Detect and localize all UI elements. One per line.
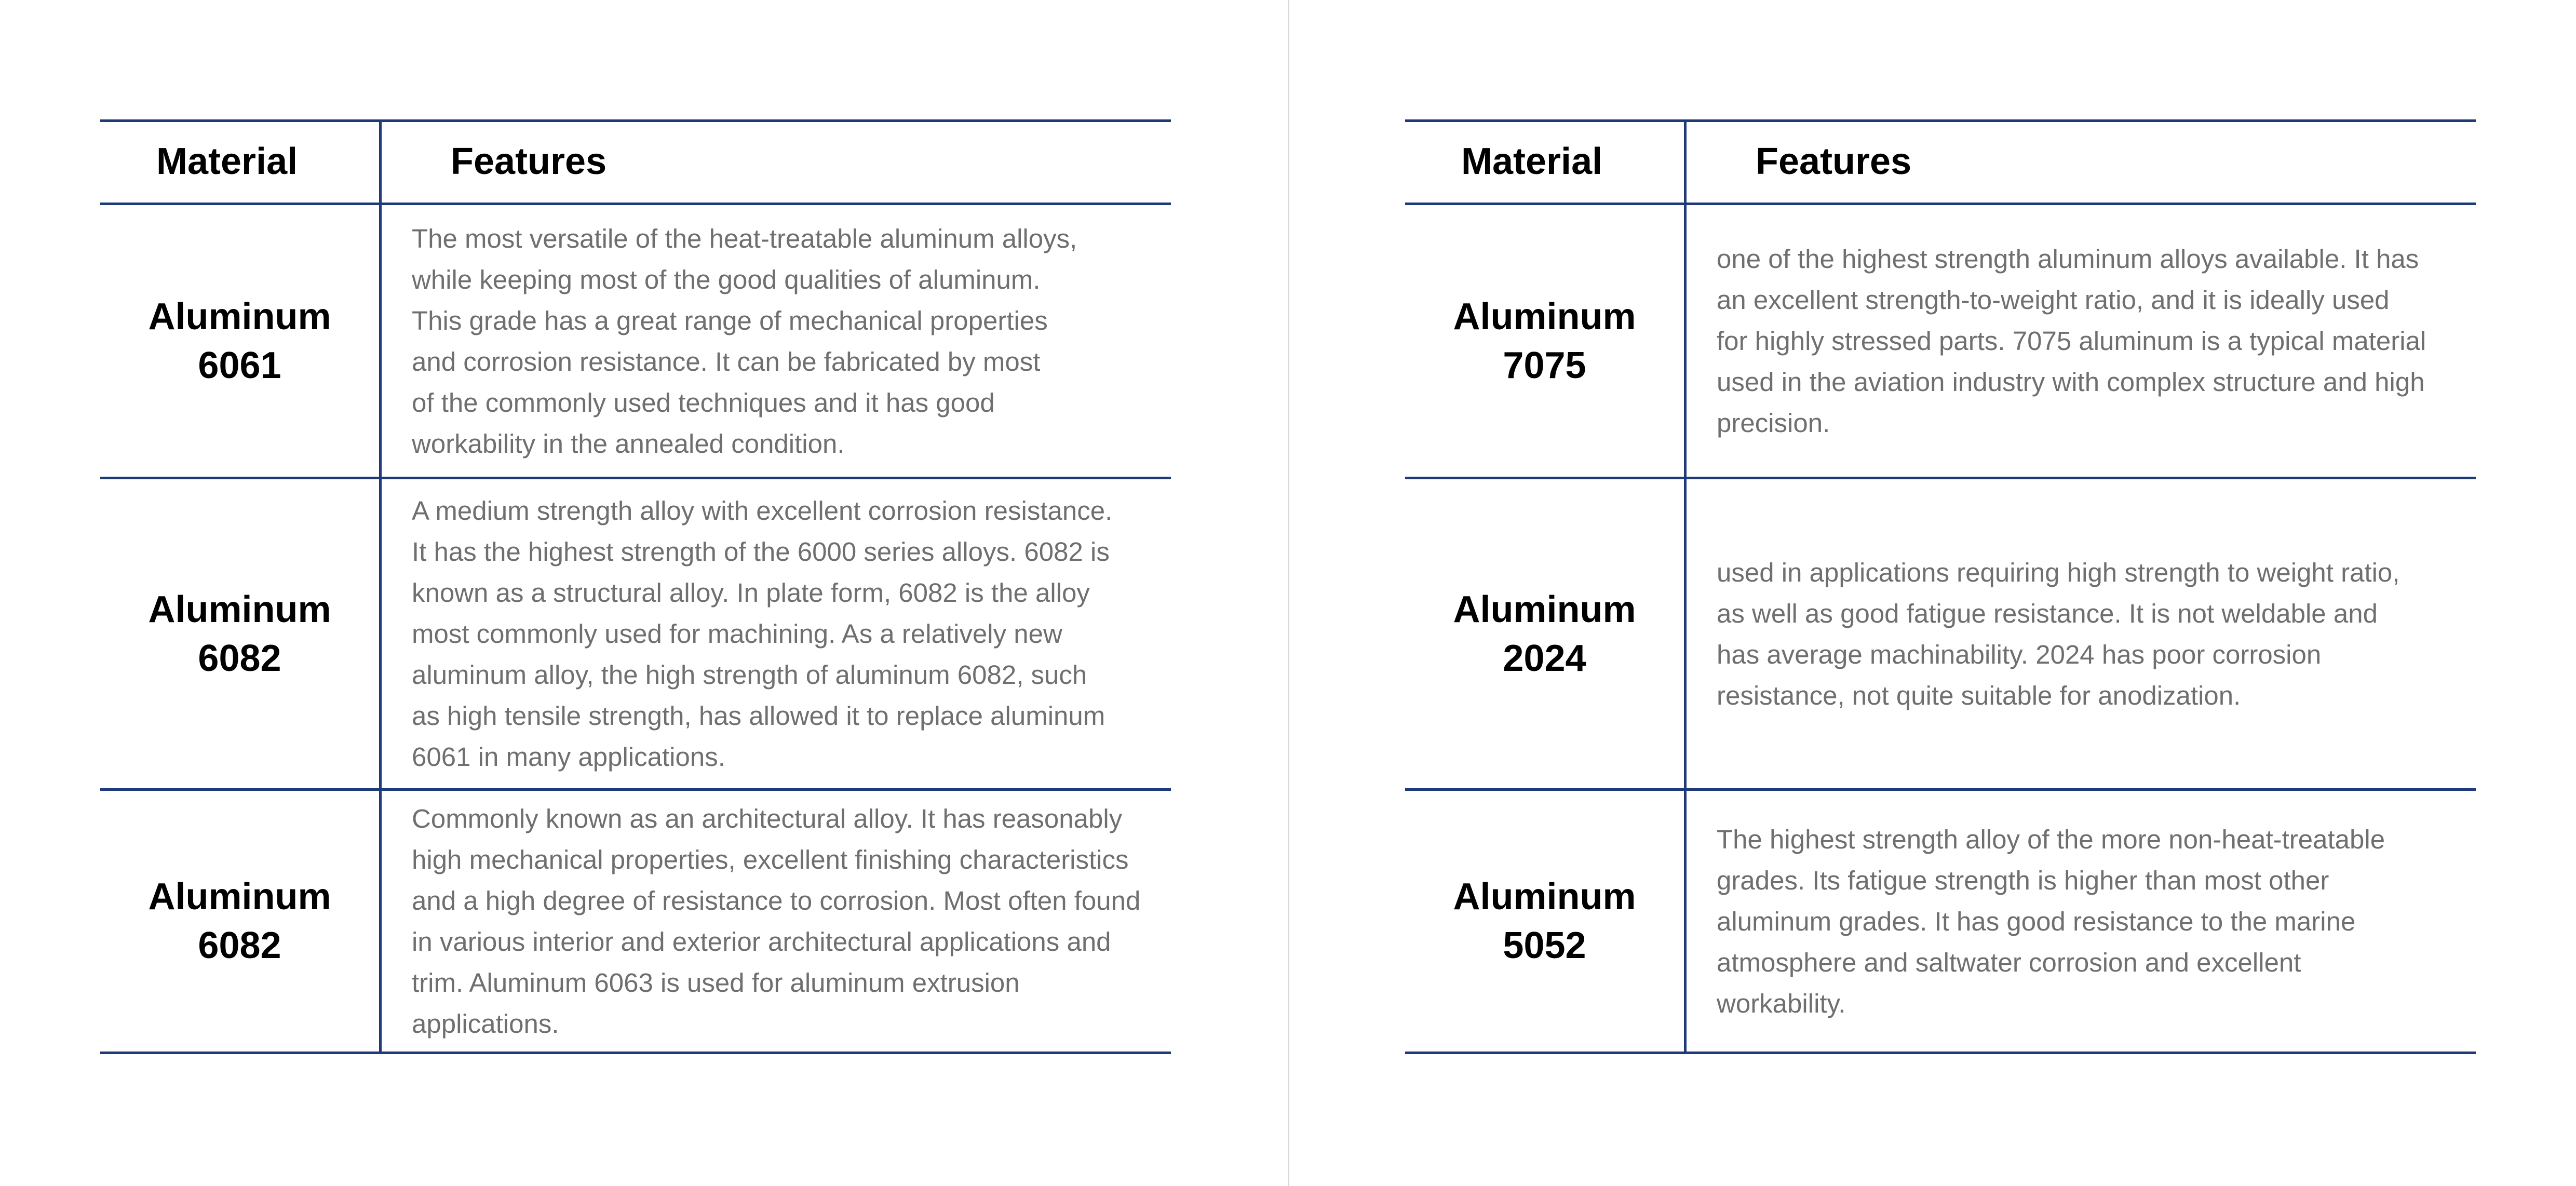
feature-line: and a high degree of resistance to corrosion. Most often found [412,886,1141,915]
features-cell [1717,479,2399,788]
feature-line: of the commonly used techniques and it has good [412,387,995,417]
material-column-header: Material [156,141,298,182]
feature-line: This grade has a great range of mechanical properties [412,305,1048,335]
table-top-rule [100,119,1171,122]
feature-line: grades. Its fatigue strength is higher than most other [1717,865,2329,895]
feature-line: aluminum grades. It has good resistance to the marine [1717,906,2356,936]
features-cell [412,791,1140,1052]
feature-line: The most versatile of the heat-treatable aluminum alloys, [412,223,1077,253]
feature-line: in various interior and exterior architectural applications and [412,927,1111,956]
material-grade: 6061 [198,344,281,386]
feature-line: has average machinability. 2024 has poor corrosion [1717,639,2322,669]
feature-line: as high tensile strength, has allowed it to replace aluminum [412,701,1105,731]
feature-line: 6061 in many applications. [412,742,725,772]
material-name: Aluminum [1453,876,1636,918]
features-column-header: Features [451,141,607,182]
feature-line: used in applications requiring high strength to weight ratio, [1717,557,2400,587]
material-name: Aluminum [148,876,331,918]
column-divider [379,119,382,1052]
feature-line: atmosphere and saltwater corrosion and excellent [1717,947,2301,977]
feature-line: known as a structural alloy. In plate form, 6082 is the alloy [412,578,1090,608]
features-column-header: Features [1756,141,1912,182]
feature-line: workability in the annealed condition. [412,428,845,459]
feature-line: precision. [1717,408,1830,438]
feature-line: It has the highest strength of the 6000 series alloys. 6082 is [412,537,1110,567]
material-grade: 5052 [1503,925,1586,966]
feature-line: trim. Aluminum 6063 is used for aluminum extrusion [412,968,1020,998]
material-grade: 6082 [198,637,281,679]
material-name: Aluminum [1453,295,1636,338]
column-divider [1684,119,1687,1052]
feature-line: high mechanical properties, excellent finishing characteristics [412,845,1129,874]
features-cell [1717,791,2385,1052]
material-grade: 7075 [1503,344,1586,386]
feature-line: resistance, not quite suitable for anodization. [1717,680,2241,710]
table-top-rule [1405,119,2476,122]
material-column-header: Material [1461,141,1603,182]
material-cell [1405,205,1684,477]
features-cell [412,479,1112,788]
material-grade: 2024 [1503,637,1586,679]
material-cell [100,791,379,1052]
table-bottom-rule [1405,1052,2476,1054]
material-cell [100,205,379,477]
feature-line: Commonly known as an architectural alloy. It has reasonably [412,804,1123,833]
feature-line: workability. [1717,988,1846,1018]
features-cell [1717,205,2426,477]
feature-line: most commonly used for machining. As a relatively new [412,619,1062,649]
feature-line: while keeping most of the good qualities of aluminum. [412,264,1041,294]
feature-line: an excellent strength-to-weight ratio, and it is ideally used [1717,285,2390,315]
material-name: Aluminum [148,295,331,338]
feature-line: A medium strength alloy with excellent corrosion resistance. [412,496,1113,525]
feature-line: The highest strength alloy of the more non-heat-treatable [1717,824,2385,854]
material-cell [100,479,379,788]
feature-line: aluminum alloy, the high strength of aluminum 6082, such [412,660,1087,690]
material-cell [1405,791,1684,1052]
material-name: Aluminum [148,588,331,630]
material-grade: 6082 [198,925,281,966]
features-cell [412,205,1077,477]
feature-line: as well as good fatigue resistance. It is not weldable and [1717,598,2378,628]
feature-line: used in the aviation industry with complex structure and high [1717,367,2425,397]
table-bottom-rule [100,1052,1171,1054]
feature-line: applications. [412,1009,559,1039]
material-name: Aluminum [1453,588,1636,630]
feature-line: and corrosion resistance. It can be fabricated by most [412,346,1041,376]
page-divider [1288,0,1289,1186]
material-cell [1405,479,1684,788]
feature-line: for highly stressed parts. 7075 aluminum is a typical material [1717,326,2426,356]
feature-line: one of the highest strength aluminum alloys available. It has [1717,244,2419,274]
